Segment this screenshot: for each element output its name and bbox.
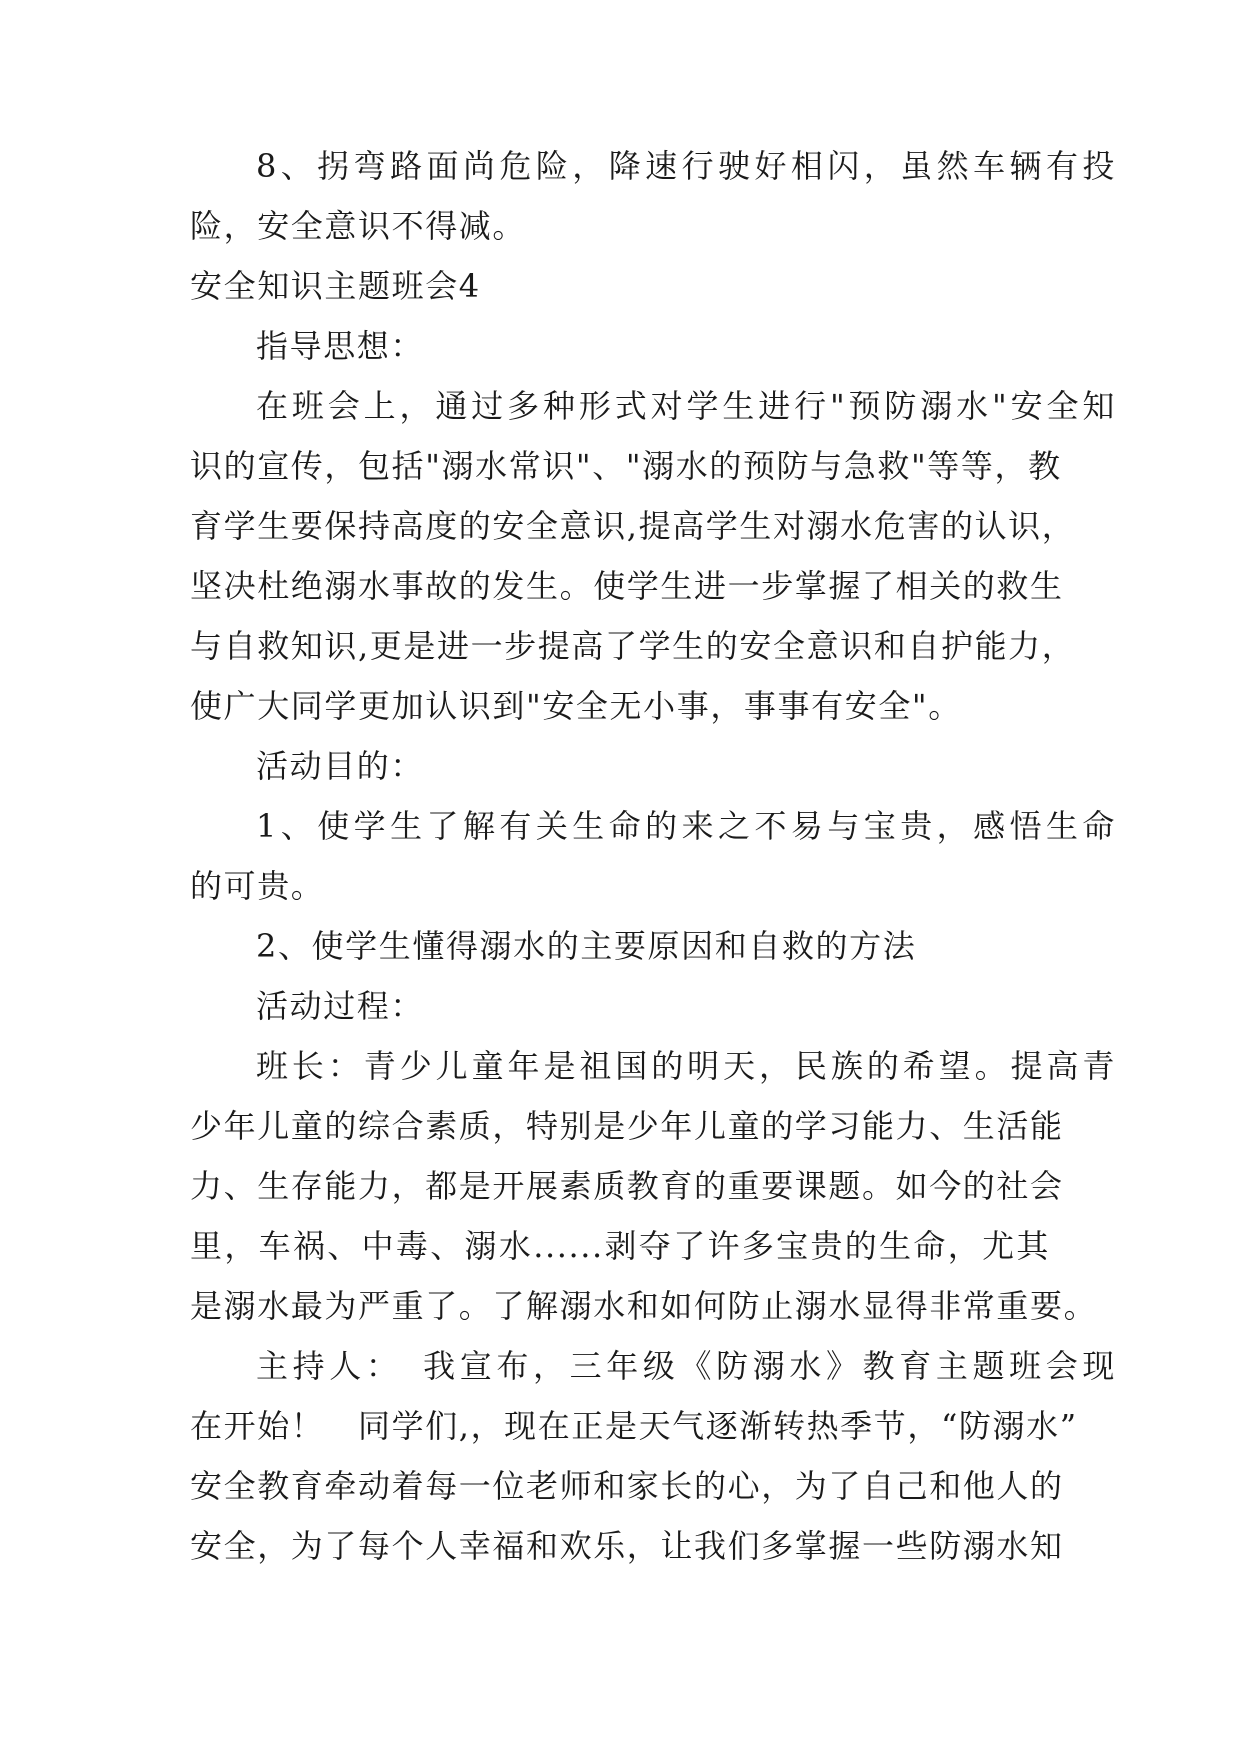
- paragraph-line: 险，安全意识不得减。: [190, 207, 527, 245]
- paragraph-line: 育学生要保持高度的安全意识,提高学生对溺水危害的认识，: [190, 507, 1076, 545]
- paragraph-line: 活动目的：: [256, 747, 425, 785]
- paragraph-line: 在开始！ 同学们,，现在正是天气逐渐转热季节，“防溺水”: [190, 1407, 1078, 1445]
- paragraph-line: 8、拐弯路面尚危险，降速行驶好相闪，虽然车辆有投: [256, 147, 1116, 185]
- paragraph-line: 班长：青少儿童年是祖国的明天，民族的希望。提高青: [256, 1047, 1116, 1085]
- paragraph-line: 1、使学生了解有关生命的来之不易与宝贵，感悟生命: [256, 807, 1116, 845]
- paragraph-line: 在班会上，通过多种形式对学生进行"预防溺水"安全知: [256, 387, 1116, 425]
- paragraph-line: 坚决杜绝溺水事故的发生。使学生进一步掌握了相关的救生: [190, 567, 1064, 605]
- section-heading: 安全知识主题班会4: [190, 267, 481, 305]
- paragraph-line: 与自救知识,更是进一步提高了学生的安全意识和自护能力，: [190, 627, 1076, 665]
- paragraph-line: 主持人： 我宣布，三年级《防溺水》教育主题班会现: [256, 1347, 1116, 1385]
- paragraph-line: 活动过程：: [256, 987, 425, 1025]
- paragraph-line: 是溺水最为严重了。了解溺水和如何防止溺水显得非常重要。: [190, 1287, 1098, 1325]
- paragraph-line: 识的宣传，包括"溺水常识"、"溺水的预防与急救"等等，教: [190, 447, 1062, 485]
- paragraph-line: 安全教育牵动着每一位老师和家长的心，为了自己和他人的: [190, 1467, 1064, 1505]
- paragraph-line: 指导思想：: [256, 327, 425, 365]
- paragraph-line: 安全，为了每个人幸福和欢乐，让我们多掌握一些防溺水知: [190, 1527, 1064, 1565]
- paragraph-line: 力、生存能力，都是开展素质教育的重要课题。如今的社会: [190, 1167, 1064, 1205]
- paragraph-line: 使广大同学更加认识到"安全无小事，事事有安全"。: [190, 687, 962, 725]
- paragraph-line: 少年儿童的综合素质，特别是少年儿童的学习能力、生活能: [190, 1107, 1064, 1145]
- paragraph-line: 2、使学生懂得溺水的主要原因和自救的方法: [256, 927, 917, 965]
- paragraph-line: 的可贵。: [190, 867, 325, 905]
- paragraph-line: 里，车祸、中毒、溺水......剥夺了许多宝贵的生命，尤其: [190, 1227, 1050, 1265]
